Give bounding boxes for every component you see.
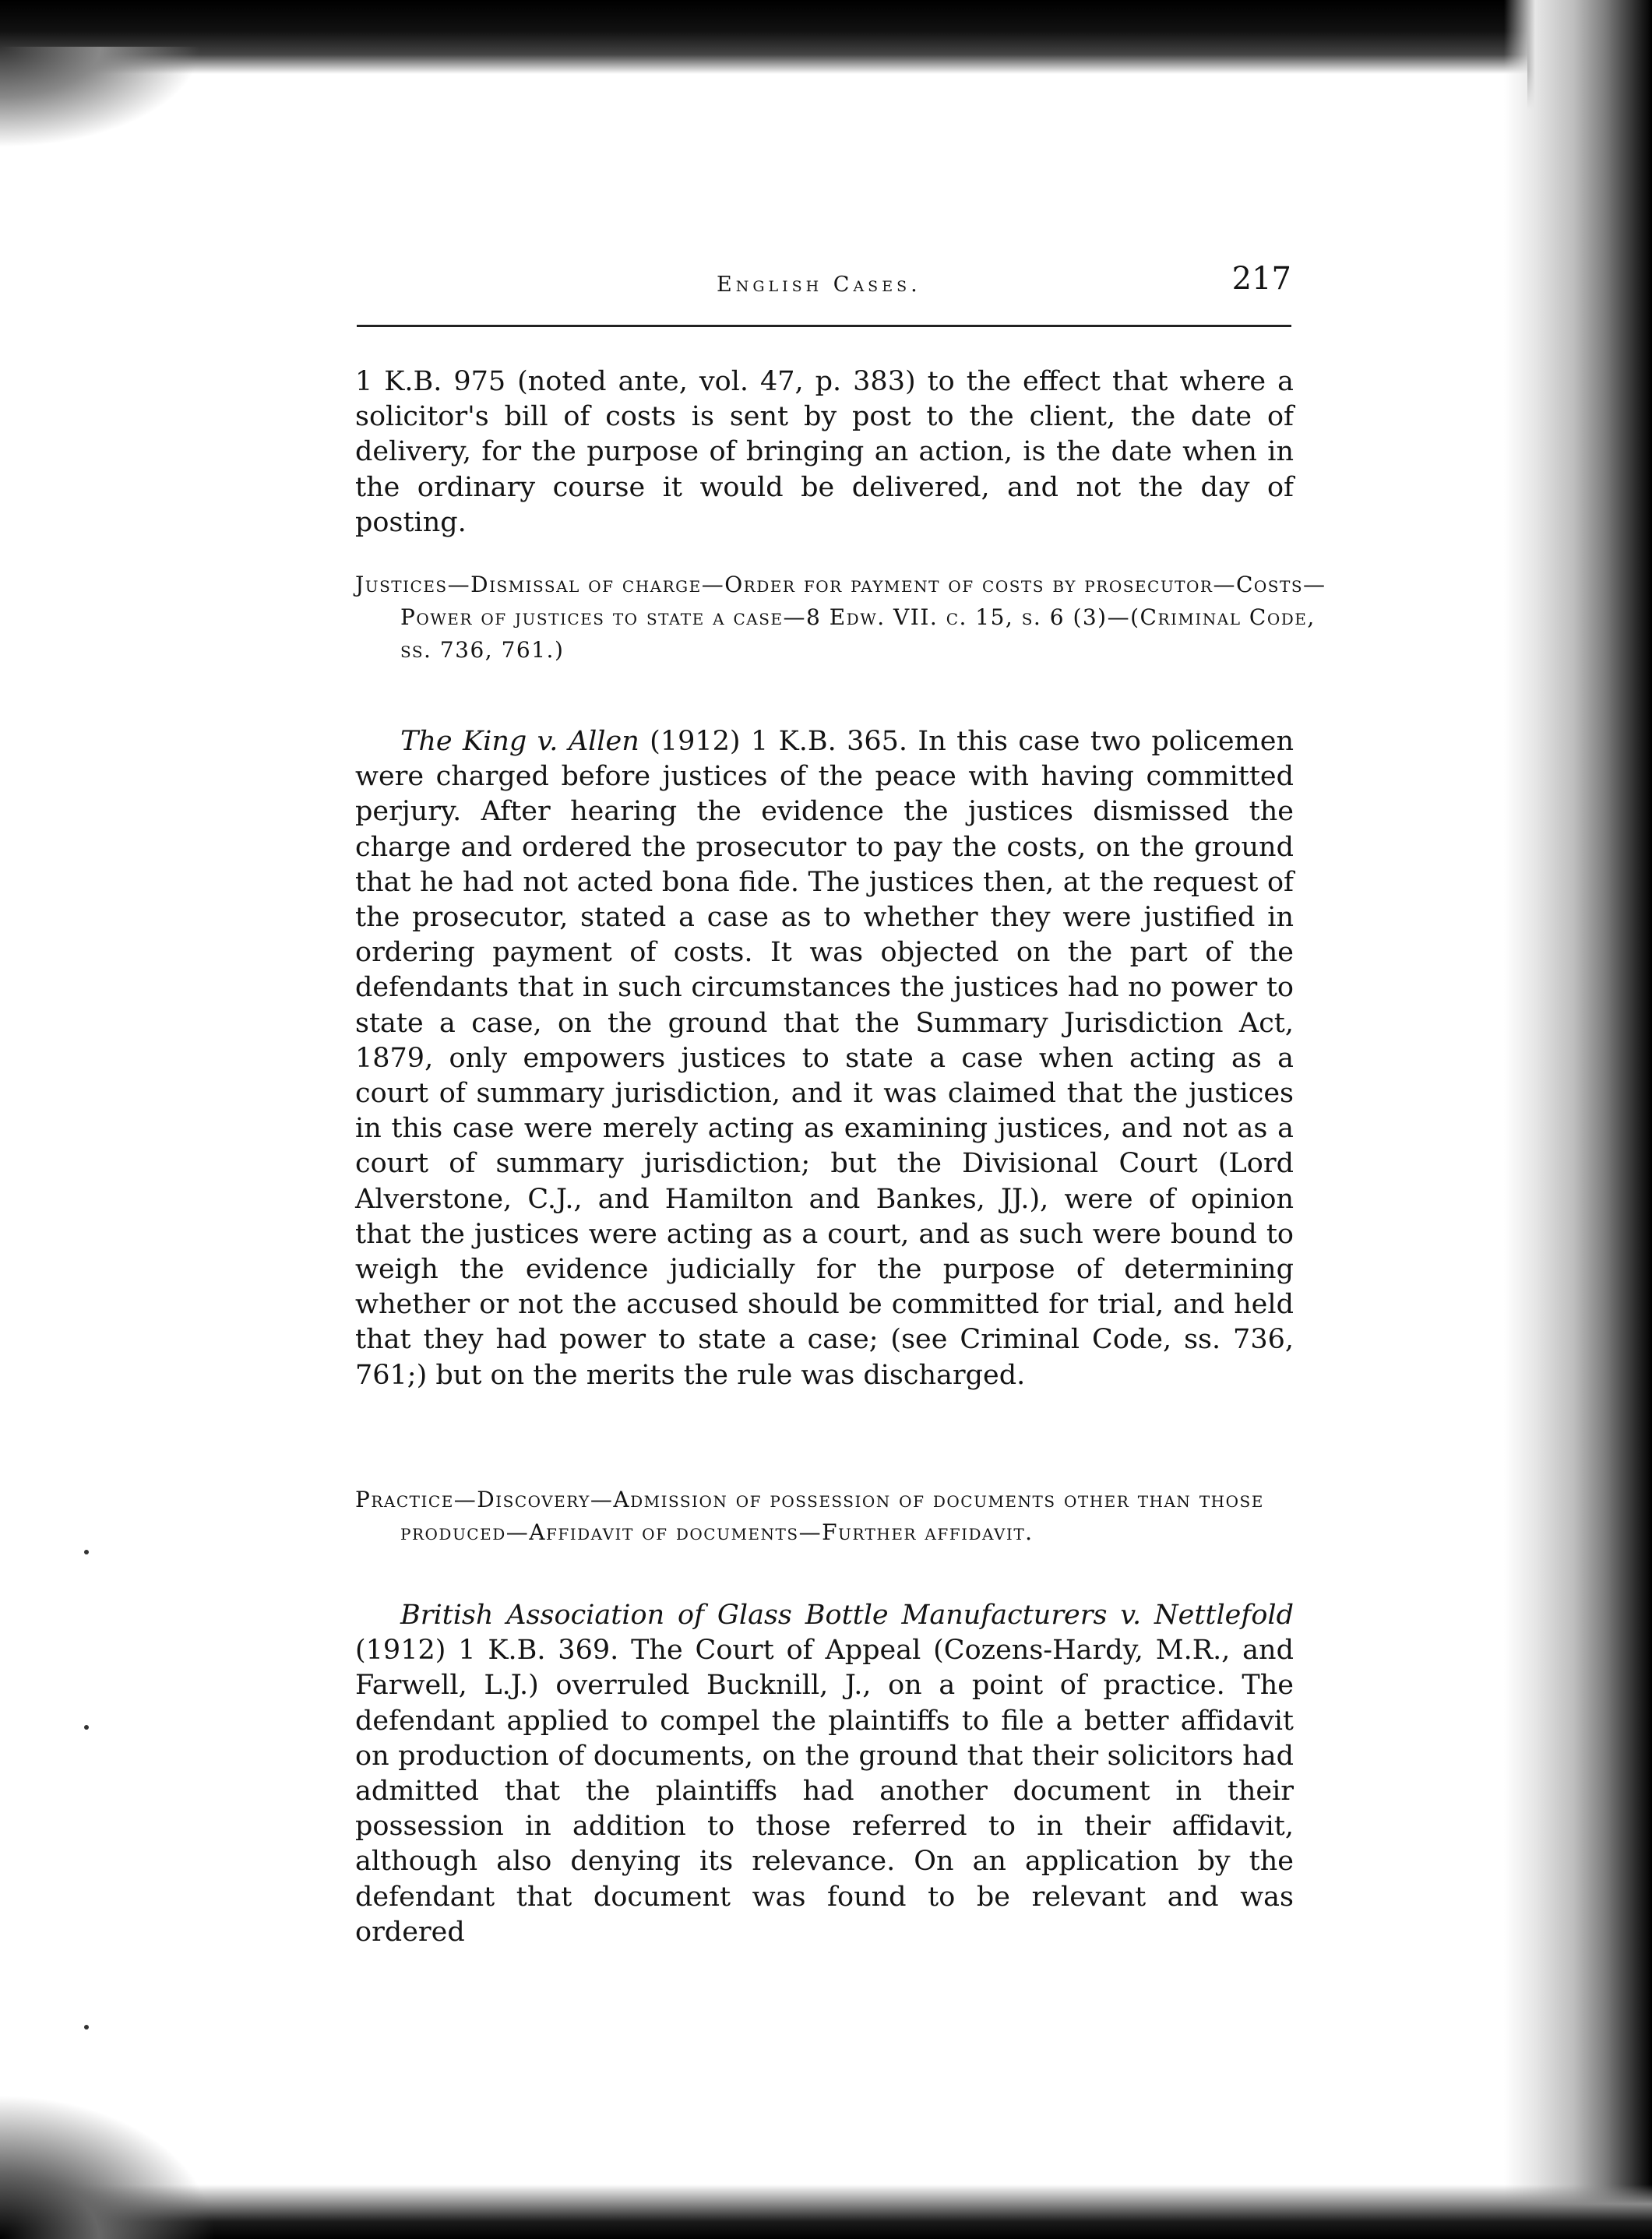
- running-title: English Cases.: [717, 273, 921, 297]
- paragraph-continuation: [355, 364, 1294, 540]
- scan-edge-top: [0, 0, 1652, 74]
- case-paragraph-glass-bottle: [355, 1598, 1294, 1950]
- header-rule: [357, 325, 1291, 327]
- stray-mark: [84, 1550, 89, 1554]
- page-number: 217: [1231, 261, 1291, 297]
- stray-mark: [84, 2025, 89, 2030]
- case-paragraph-king-v-allen: [355, 724, 1294, 1393]
- paragraph-text: 1 K.B. 975 (noted ante, vol. 47, p. 383) to the effect that where a solicitor's bill of costs is sent by post to the client, the date of delivery, for the purpose of bringing an action, is the date when in the ordinary course it would be delivered, and not the day of posting.: [355, 366, 1294, 538]
- headnote-practice: Practice—Discovery—Admission of possession of documents other than those produced—Affidavit of documents—Further affidavit.: [355, 1487, 1264, 1545]
- scan-shadow-top-left: [0, 47, 203, 148]
- running-header: [357, 261, 1291, 308]
- headnote-justices: Justices—Dismissal of charge—Order for payment of costs by prosecutor—Costs—Power of justices to state a case—8 Edw. VII. c. 15, s. 6 (3)—(Criminal Code, ss. 736, 761.): [355, 572, 1326, 663]
- case-name: The King v. Allen: [400, 726, 639, 757]
- case-text: (1912) 1 K.B. 369. The Court of Appeal (Cozens-Hardy, M.R., and Farwell, L.J.) overruled Bucknill, J., on a point of practice. The defendant applied to compel the plaintiffs to file a better affidavit on production of documents, on the ground that their solicitors had admitted that the plaintiffs had another document in their possession in addition to those referred to in their affidavit, although also denying its relevance. On an application by the defendant that document was found to be relevant and was ordered: [355, 1635, 1294, 1948]
- case-name: British Association of Glass Bottle Manufacturers v. Nettlefold: [400, 1600, 1294, 1631]
- stray-mark: [84, 1725, 89, 1730]
- scan-edge-bottom: [0, 2184, 1652, 2239]
- case-text: (1912) 1 K.B. 365. In this case two policemen were charged before justices of the peace with having committed perjury. After hearing the evidence the justices dismissed the charge and ordered the prosecutor to pay the costs, on the ground that he had not acted bona fide. The justices then, at the request of the prosecutor, stated a case as to whether they were justified in ordering payment of costs. It was objected on the part of the defendants that in such circumstances the justices had no power to state a case, on the ground that the Summary Jurisdiction Act, 1879, only empowers justices to state a case when acting as a court of summary jurisdiction, and it was claimed that the justices in this case were merely acting as examining justices, and not as a court of summary jurisdiction; but the Divisional Court (Lord Alverstone, C.J., and Hamilton and Bankes, JJ.), were of opinion that the justices were acting as a court, and as such were bound to weigh the evidence judicially for the purpose of determining whether or not the accused should be committed for trial, and held that they had power to state a case; (see Criminal Code, ss. 736, 761;) but on the merits the rule was discharged.: [355, 726, 1294, 1391]
- scan-edge-right: [1504, 0, 1652, 2239]
- scan-shadow-bottom-left: [0, 2083, 234, 2239]
